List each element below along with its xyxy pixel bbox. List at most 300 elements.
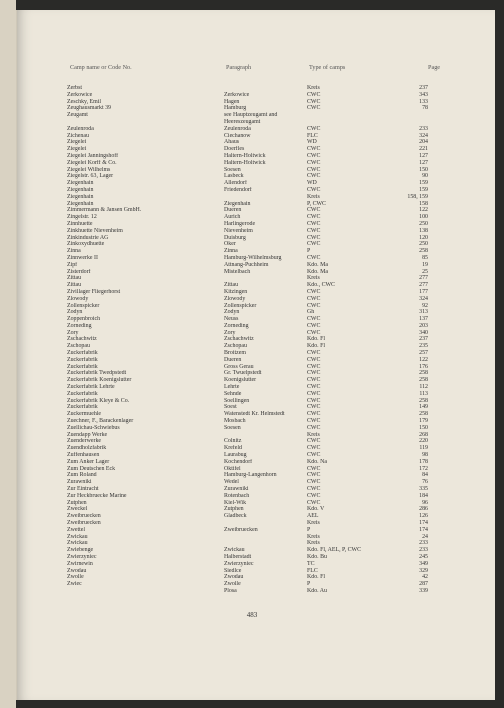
camp-type-cell: CWC <box>307 186 321 193</box>
table-row <box>0 269 504 276</box>
camp-type-cell: Kdo., CWC <box>307 282 335 289</box>
camp-type-cell: Kdo. V <box>307 506 325 513</box>
paragraph-cell: Oktifel <box>224 465 241 472</box>
camp-name-cell: Zeschky, Emil <box>67 98 101 105</box>
camp-name-cell: Zinnwerke II <box>67 254 98 261</box>
page-cell: 42 <box>422 574 428 581</box>
page-cell: 159 <box>419 186 428 193</box>
camp-type-cell: CWC <box>307 472 321 479</box>
camp-name-cell: Zuenderwerke <box>67 438 102 445</box>
camp-name-cell: Zwiebenge <box>67 547 94 554</box>
table-row <box>0 180 504 187</box>
camp-name-cell: Zur Heckbruecke Marine <box>67 492 127 499</box>
camp-name-cell: Zoppenbroich <box>67 316 101 323</box>
camp-type-cell: CWC <box>307 227 321 234</box>
camp-type-cell: Gh <box>307 309 315 316</box>
camp-name-cell: Zeughausmarkt 39 <box>67 105 112 112</box>
camp-name-cell: Zinna <box>67 248 81 255</box>
table-row <box>0 547 504 554</box>
table-row <box>0 323 504 330</box>
page-cell: 268 <box>419 431 428 438</box>
page-cell: 158 <box>419 200 428 207</box>
paragraph-cell: Allendorf <box>224 180 247 187</box>
camp-type-cell: CWC <box>307 363 321 370</box>
table-row <box>0 574 504 581</box>
table-row <box>0 513 504 520</box>
table-row <box>0 187 504 194</box>
camp-name-cell: Ziegenhain <box>67 200 94 207</box>
table-row <box>0 207 504 214</box>
camp-type-cell: CWC <box>307 152 321 159</box>
paragraph-cell: Hamburg <box>224 105 247 112</box>
page-cell: 257 <box>419 350 428 357</box>
camp-name-cell: Zwirnewin <box>67 560 93 567</box>
camp-type-cell: CWC <box>307 295 321 302</box>
header-paragraph: Paragraph <box>226 64 252 71</box>
camp-type-cell: CWC <box>307 465 321 472</box>
camp-type-cell: Kreis <box>307 193 320 200</box>
page-cell: 258 <box>419 248 428 255</box>
camp-name-cell: Ziegenhain <box>67 193 94 200</box>
table-row <box>0 173 504 180</box>
camp-type-cell: Kdo. Au <box>307 587 327 594</box>
page-cell: 343 <box>419 91 428 98</box>
camp-name-cell: Zwodau <box>67 567 87 574</box>
page-cell: 258 <box>419 377 428 384</box>
page-cell: 98 <box>422 452 428 459</box>
camp-type-cell: Kreis <box>307 275 320 282</box>
page-cell: 150 <box>419 424 428 431</box>
page-cell: 92 <box>422 302 428 309</box>
table-row <box>0 377 504 384</box>
camp-name-cell: Zory <box>67 329 79 336</box>
paragraph-cell: Dueren <box>224 207 242 214</box>
header-page: Page <box>428 64 441 71</box>
page-cell: 138 <box>419 227 428 234</box>
camp-name-cell: Zum Roland <box>67 472 97 479</box>
paragraph-cell: Attnang-Puchheim <box>224 261 269 268</box>
page-cell: 150 <box>419 166 428 173</box>
page-cell: 113 <box>419 390 428 397</box>
camp-name-cell: Zittau <box>67 282 82 289</box>
table-row <box>0 534 504 541</box>
page-cell: 90 <box>422 173 428 180</box>
paragraph-cell: Zschopau <box>224 343 247 350</box>
camp-name-cell: Zeulenroda <box>67 125 94 132</box>
page-cell: 174 <box>419 526 428 533</box>
paragraph-cell: Zerkowice <box>224 91 250 98</box>
camp-name-cell: Zivillager Fliegerhorst <box>67 288 121 295</box>
page-cell: 96 <box>422 499 428 506</box>
camp-type-cell: CWC <box>307 404 321 411</box>
camp-type-cell: Kdo. Ma <box>307 261 328 268</box>
paragraph-cell: Zory <box>224 329 236 336</box>
paragraph-cell: Zwolle <box>224 581 241 588</box>
camp-name-cell: Zinnhuette <box>67 220 93 227</box>
camp-type-cell: FLC <box>307 132 318 139</box>
camp-type-cell: Kreis <box>307 533 320 540</box>
paragraph-cell: Nievenheim <box>224 227 253 234</box>
camp-type-cell: P, CWC <box>307 200 326 207</box>
camp-name-cell: Zuckerfabrik Twedpstedt <box>67 370 127 377</box>
page-cell: 258 <box>419 370 428 377</box>
camp-name-cell: Zisterdorf <box>67 268 91 275</box>
camp-name-cell: Zurawniki <box>67 479 92 486</box>
camp-type-cell: CWC <box>307 445 321 452</box>
camp-type-cell: CWC <box>307 370 321 377</box>
camp-name-cell: Zum Deutschen Eck <box>67 465 116 472</box>
camp-name-cell: Zerkowice <box>67 91 93 98</box>
camp-name-cell: Zwolle <box>67 574 84 581</box>
table-row <box>0 472 504 479</box>
camp-type-cell: CWC <box>307 377 321 384</box>
page-cell: 235 <box>419 343 428 350</box>
page-cell: 177 <box>419 288 428 295</box>
camp-name-cell: Zum Anker Lager <box>67 458 110 465</box>
camp-type-cell: CWC <box>307 486 321 493</box>
page-cell: 19 <box>422 261 428 268</box>
camp-name-cell: Zuendapp Werke <box>67 431 108 438</box>
table-row <box>0 493 504 500</box>
table-row <box>0 167 504 174</box>
table-row <box>0 146 504 153</box>
camp-type-cell: Kdo. Fl <box>307 343 326 350</box>
page-cell: 339 <box>419 587 428 594</box>
paragraph-cell: Gross Gerau <box>224 363 254 370</box>
table-row <box>0 221 504 228</box>
page-cell: 233 <box>419 547 428 554</box>
camp-type-cell: Kreis <box>307 431 320 438</box>
table-row <box>0 139 504 146</box>
paragraph-cell: Zeulenroda <box>224 125 251 132</box>
table-row <box>0 194 504 201</box>
camp-type-cell: CWC <box>307 424 321 431</box>
paragraph-cell: Zodyn <box>224 309 240 316</box>
camp-name-cell: Ziegelei Janningshoff <box>67 152 119 159</box>
table-row <box>0 336 504 343</box>
camp-name-cell: Zwettel <box>67 526 85 533</box>
camp-type-cell: Kdo. Fl <box>307 574 326 581</box>
table-row <box>0 418 504 425</box>
table-row <box>0 561 504 568</box>
camp-type-cell: CWC <box>307 356 321 363</box>
camp-type-cell: CWC <box>307 411 321 418</box>
camp-type-cell: CWC <box>307 125 321 132</box>
camp-type-cell: P <box>307 248 311 255</box>
page-cell: 335 <box>419 486 428 493</box>
page-cell: 349 <box>419 560 428 567</box>
table-row <box>0 235 504 242</box>
camp-name-cell: Zuckerfabrik <box>67 356 98 363</box>
camp-index-table <box>0 85 504 595</box>
camp-name-cell: Zerbst <box>67 85 83 91</box>
table-row <box>0 520 504 527</box>
camp-name-cell: Zinkoxydhuette <box>67 241 105 248</box>
paragraph-cell: Dueren <box>224 356 242 363</box>
table-row <box>0 479 504 486</box>
camp-type-cell: CWC <box>307 384 321 391</box>
paragraph-cell: Ciechanow <box>224 132 251 139</box>
camp-type-cell: CWC <box>307 329 321 336</box>
camp-name-cell: Zingelstr. 12 <box>67 214 97 221</box>
paragraph-cell: Duisburg <box>224 234 246 241</box>
table-row <box>0 228 504 235</box>
camp-type-cell: CWC <box>307 418 321 425</box>
paragraph-cell: Broitzem <box>224 350 246 357</box>
page-cell: 172 <box>419 465 428 472</box>
page-cell: 179 <box>419 418 428 425</box>
table-row <box>0 296 504 303</box>
camp-type-cell: CWC <box>307 214 321 221</box>
paragraph-cell: Soesen <box>224 166 241 173</box>
page-cell: 127 <box>419 152 428 159</box>
camp-name-cell: Zuckerfabrik <box>67 350 98 357</box>
table-row <box>0 459 504 466</box>
table-row <box>0 201 504 208</box>
table-row <box>0 425 504 432</box>
table-row <box>0 506 504 513</box>
paragraph-cell: Zorneding <box>224 322 249 329</box>
camp-type-cell: CWC <box>307 302 321 309</box>
camp-type-cell: CWC <box>307 316 321 323</box>
paragraph-cell: Ahaus <box>224 139 240 146</box>
camp-name-cell: Zlowody <box>67 295 89 302</box>
page-cell: 221 <box>419 146 428 153</box>
paragraph-cell: Laurabug <box>224 452 247 459</box>
paragraph-cell: Mistelbach <box>224 268 251 275</box>
page-cell: 324 <box>419 132 428 139</box>
paragraph-cell: Krefeld <box>224 445 242 452</box>
page-cell: 122 <box>419 356 428 363</box>
page-cell: 340 <box>419 329 428 336</box>
paragraph-cell: Doerfles <box>224 146 245 153</box>
table-row <box>0 160 504 167</box>
camp-type-cell: CWC <box>307 173 321 180</box>
camp-name-cell: Zuellichau-Schwiebus <box>67 424 120 431</box>
paragraph-cell: Heereszeugamt <box>224 118 261 125</box>
camp-name-cell: Zutphen <box>67 499 87 506</box>
table-row <box>0 153 504 160</box>
page-cell: 313 <box>419 309 428 316</box>
camp-type-cell: CWC <box>307 254 321 261</box>
camp-type-cell: CWC <box>307 499 321 506</box>
camp-name-cell: Zuckerfabrik Lehrte <box>67 384 115 391</box>
camp-type-cell: TC <box>307 560 315 567</box>
page-cell: 237 <box>419 336 428 343</box>
paragraph-cell: Zurawniki <box>224 486 249 493</box>
page-cell: 178 <box>419 458 428 465</box>
paragraph-cell: Zutphen <box>224 506 244 513</box>
camp-name-cell: Ziegenhain <box>67 180 94 187</box>
camp-type-cell: CWC <box>307 98 321 105</box>
camp-type-cell: Kdo. Ma <box>307 268 328 275</box>
paragraph-cell: Haltern-Holtwick <box>224 159 266 166</box>
table-row <box>0 370 504 377</box>
table-row <box>0 411 504 418</box>
page-cell: 176 <box>419 363 428 370</box>
table-row <box>0 303 504 310</box>
table-row <box>0 330 504 337</box>
camp-name-cell: Zinkindustrie AG <box>67 234 109 241</box>
paragraph-cell: Neuss <box>224 316 239 323</box>
page-cell: 233 <box>419 540 428 547</box>
paragraph-cell: Haltern-Holtwick <box>224 152 266 159</box>
page-cell: 24 <box>422 533 428 540</box>
paragraph-cell: Halberstadt <box>224 553 252 560</box>
paragraph-cell: Zwierzyniec <box>224 560 254 567</box>
paragraph-cell: Zollenspicker <box>224 302 257 309</box>
table-row <box>0 554 504 561</box>
page-cell: 133 <box>419 98 428 105</box>
page-cell: 237 <box>419 85 428 91</box>
camp-type-cell: CWC <box>307 390 321 397</box>
table-row <box>0 588 504 595</box>
table-row <box>0 445 504 452</box>
header-type: Type of camps <box>309 64 346 71</box>
camp-name-cell: Zittau <box>67 275 82 282</box>
page-cell: 25 <box>422 268 428 275</box>
page-cell: 245 <box>419 553 428 560</box>
camp-type-cell: CWC <box>307 397 321 404</box>
table-row <box>0 112 504 119</box>
camp-type-cell: FLC <box>307 567 318 574</box>
page-cell: 184 <box>419 492 428 499</box>
paragraph-cell: Friedendorf <box>224 186 252 193</box>
camp-name-cell: Zuckerfabrik <box>67 390 98 397</box>
table-row <box>0 92 504 99</box>
table-row <box>0 357 504 364</box>
paragraph-cell: Zschachwitz <box>224 336 254 343</box>
camp-type-cell: Kdo. Bu <box>307 553 327 560</box>
camp-name-cell: Zodyn <box>67 309 83 316</box>
table-row <box>0 105 504 112</box>
paragraph-cell: Zwickau <box>224 547 245 554</box>
camp-type-cell: Kreis <box>307 540 320 547</box>
camp-name-cell: Zwickau <box>67 540 88 547</box>
table-row <box>0 364 504 371</box>
camp-name-cell: Ziegelei <box>67 146 87 153</box>
camp-type-cell: Kreis <box>307 85 320 91</box>
paragraph-cell: Soest <box>224 404 237 411</box>
paragraph-cell: Kitzingen <box>224 288 248 295</box>
page-number: 483 <box>246 611 258 619</box>
camp-name-cell: Zweibruecken <box>67 513 101 520</box>
paragraph-cell: Hamburg-Langenhorn <box>224 472 277 479</box>
page-cell: 258 <box>419 411 428 418</box>
paragraph-cell: Watenstedt Kr. Helmstedt <box>224 411 285 418</box>
camp-name-cell: Zwierzyniec <box>67 553 97 560</box>
table-row <box>0 282 504 289</box>
page-cell: 277 <box>419 282 428 289</box>
table-row <box>0 255 504 262</box>
camp-type-cell: CWC <box>307 492 321 499</box>
page-cell: 122 <box>419 207 428 214</box>
camp-name-cell: Zeugamt <box>67 112 88 119</box>
paragraph-cell: see Hauptzeugamt and <box>224 112 278 119</box>
camp-name-cell: Ziegelei Wilhelms <box>67 166 111 173</box>
table-row <box>0 99 504 106</box>
page-cell: 258 <box>419 397 428 404</box>
table-row <box>0 500 504 507</box>
camp-type-cell: WD <box>307 180 317 187</box>
paragraph-cell: Colnitz <box>224 438 242 445</box>
paragraph-cell: Rotenbach <box>224 492 250 499</box>
page-cell: 287 <box>419 581 428 588</box>
camp-name-cell: Zuckermuehle <box>67 411 102 418</box>
camp-name-cell: Zuechner, F., Barackenlager <box>67 418 134 425</box>
camp-name-cell: Zweibruecken <box>67 520 101 526</box>
page-cell: 158, 159 <box>407 193 428 200</box>
camp-name-cell: Zweckel <box>67 506 88 513</box>
camp-name-cell: Zur Eintracht <box>67 486 99 493</box>
camp-type-cell: Kdo. Fl, AEL, P, CWC <box>307 547 362 554</box>
camp-name-cell: Zichenau <box>67 132 89 139</box>
paragraph-cell: Hagen <box>224 98 240 105</box>
paragraph-cell: Oker <box>224 241 236 248</box>
page-cell: 250 <box>419 241 428 248</box>
camp-name-cell: Zinkhuette Nievenheim <box>67 227 123 234</box>
camp-type-cell: CWC <box>307 479 321 486</box>
table-row <box>0 248 504 255</box>
paragraph-cell: Siedlce <box>224 567 242 574</box>
table-row <box>0 309 504 316</box>
page-cell: 286 <box>419 506 428 513</box>
camp-name-cell: Zuckerfabrik <box>67 404 98 411</box>
page-cell: 127 <box>419 159 428 166</box>
table-row <box>0 214 504 221</box>
camp-name-cell: Zuckerfabrik Koenigslutter <box>67 377 132 384</box>
page-cell: 120 <box>419 234 428 241</box>
page-cell: 233 <box>419 125 428 132</box>
camp-type-cell: CWC <box>307 350 321 357</box>
camp-name-cell: Zuendholzfabrik <box>67 445 107 452</box>
table-row <box>0 452 504 459</box>
camp-name-cell: Zorneding <box>67 322 92 329</box>
paragraph-cell: Zittau <box>224 282 239 289</box>
camp-type-cell: CWC <box>307 159 321 166</box>
camp-name-cell: Zschopau <box>67 343 90 350</box>
page-cell: 250 <box>419 220 428 227</box>
table-row <box>0 241 504 248</box>
camp-type-cell: P <box>307 581 311 588</box>
camp-type-cell: WD <box>307 139 317 146</box>
page-cell: 159 <box>419 180 428 187</box>
paragraph-cell: Mosbach <box>224 418 246 425</box>
camp-type-cell: CWC <box>307 146 321 153</box>
table-row <box>0 133 504 140</box>
camp-type-cell: P <box>307 526 311 533</box>
camp-type-cell: CWC <box>307 438 321 445</box>
camp-name-cell: Zschachwitz <box>67 336 97 343</box>
camp-name-cell: Zwiec <box>67 581 82 588</box>
camp-type-cell: CWC <box>307 234 321 241</box>
camp-type-cell: CWC <box>307 220 321 227</box>
paragraph-cell: Koenigslutter <box>224 377 257 384</box>
paragraph-cell: Sehnde <box>224 390 242 397</box>
page-cell: 112 <box>419 384 428 391</box>
camp-type-cell: Kdo. Na <box>307 458 327 465</box>
paragraph-cell: Lehrte <box>224 384 240 391</box>
camp-name-cell: Ziegelei <box>67 139 87 146</box>
paragraph-cell: Harlingerode <box>224 220 256 227</box>
camp-type-cell: CWC <box>307 207 321 214</box>
paragraph-cell: Ziegenhain <box>224 200 251 207</box>
camp-name-cell: Zuffenhausen <box>67 452 100 459</box>
page-cell: 324 <box>419 295 428 302</box>
camp-type-cell: CWC <box>307 452 321 459</box>
camp-type-cell: CWC <box>307 166 321 173</box>
camp-type-cell: CWC <box>307 91 321 98</box>
